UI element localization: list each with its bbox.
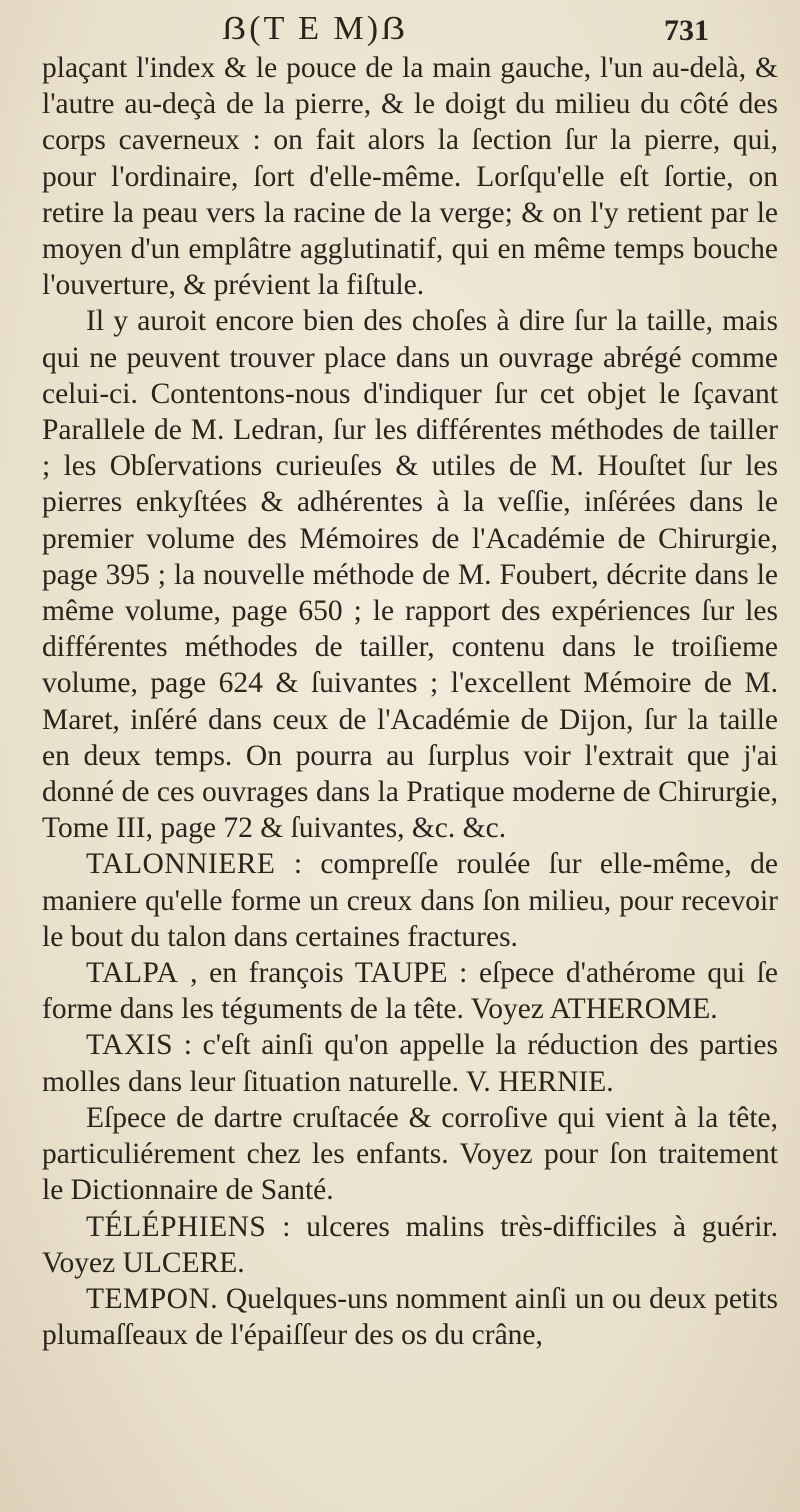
headword-taxis: TAXIS [86,1029,173,1062]
entry-talonniere [42,846,778,955]
entry-dartre-text: Eſpece de dartre cruſtacée & corroſive qui vient à la tête, particuliérement chez les enfants. Voyez pour ſon traitement le Dictionnaire de Santé. [42,1101,778,1207]
entry-telephiens-text: : ulceres malins très-difficiles à guérir. Voyez ULCERE. [42,1210,778,1279]
entry-talonniere-text: : compreſſe roulée ſur elle-même, de maniere qu'elle forme un creux dans ſon milieu, pour recevoir le bout du talon dans certaines fractures. [42,848,778,953]
page-header [0,6,800,46]
headword-talonniere: TALONNIERE [86,848,276,881]
page-number: 731 [664,14,709,47]
entry-taxis [42,1027,778,1099]
paragraph-2 [42,303,778,846]
entry-talpa-text: , en françois TAUPE : eſpece d'athérome qui ſe forme dans les téguments de la tête. Voyez ATHEROME. [42,957,779,1026]
headword-tempon: TEMPON. [86,1282,219,1315]
entry-tempon-text: Quelques-uns nomment ainſi un ou deux petits plumaſſeaux de l'épaiſſeur des os du crâne, [42,1282,778,1352]
entry-telephiens [42,1209,778,1281]
entry-taxis-text: : c'eſt ainſi qu'on appelle la réduction des parties molles dans leur ſituation naturelle. V. HERNIE. [42,1029,778,1098]
paragraph-1 [42,50,778,303]
entry-talpa [42,955,778,1027]
headword-talpa: TALPA [86,957,179,990]
body-text [42,50,778,1353]
paragraph-1-text: plaçant l'index & le pouce de la main gauche, l'un au-delà, & l'autre au-deçà de la pierre, & le doigt du milieu du côté des corps caverneux : on fait alors la ſection ſur la pierre, qui, pour l'ordinaire, ſort d'elle-même. Lorſqu'elle eſt ſortie, on retire la peau vers la racine de la verge; & on l'y retient par le moyen d'un emplâtre agglutinatif, qui en même temps bouche l'ouverture, & prévient la fiſtule. [42,52,778,302]
paragraph-2-text: Il y auroit encore bien des choſes à dire ſur la taille, mais qui ne peuvent trouver place dans un ouvrage abrégé comme celui-ci. Contentons-nous d'indiquer ſur cet objet le ſçavant Parallele de M. Ledran, ſur les différentes méthodes de tailler ; les Obſervations curieuſes & utiles de M. Houſtet ſur les pierres enkyſtées & adhérentes à la veſſie, inſérées dans le premier volume des Mémoires de l'Académie de Chirurgie, page 395 ; la nouvelle méthode de M. Foubert, décrite dans le même volume, page 650 ; le rapport des expériences ſur les différentes méthodes de tailler, contenu dans le troiſieme volume, page 624 & ſuivantes ; l'excellent Mémoire de M. Maret, inſéré dans ceux de l'Académie de Dijon, ſur la taille en deux temps. On pourra au ſurplus voir l'extrait que j'ai donné de ces ouvrages dans la Pratique moderne de Chirurgie, Tome III, page 72 & ſuivantes, &c. &c. [42,305,778,845]
headword-telephiens: TÉLÉPHIENS [86,1210,267,1243]
running-head: ẞ(T E M)ẞ [222,10,409,47]
entry-tempon [42,1281,778,1353]
entry-dartre [42,1100,778,1209]
